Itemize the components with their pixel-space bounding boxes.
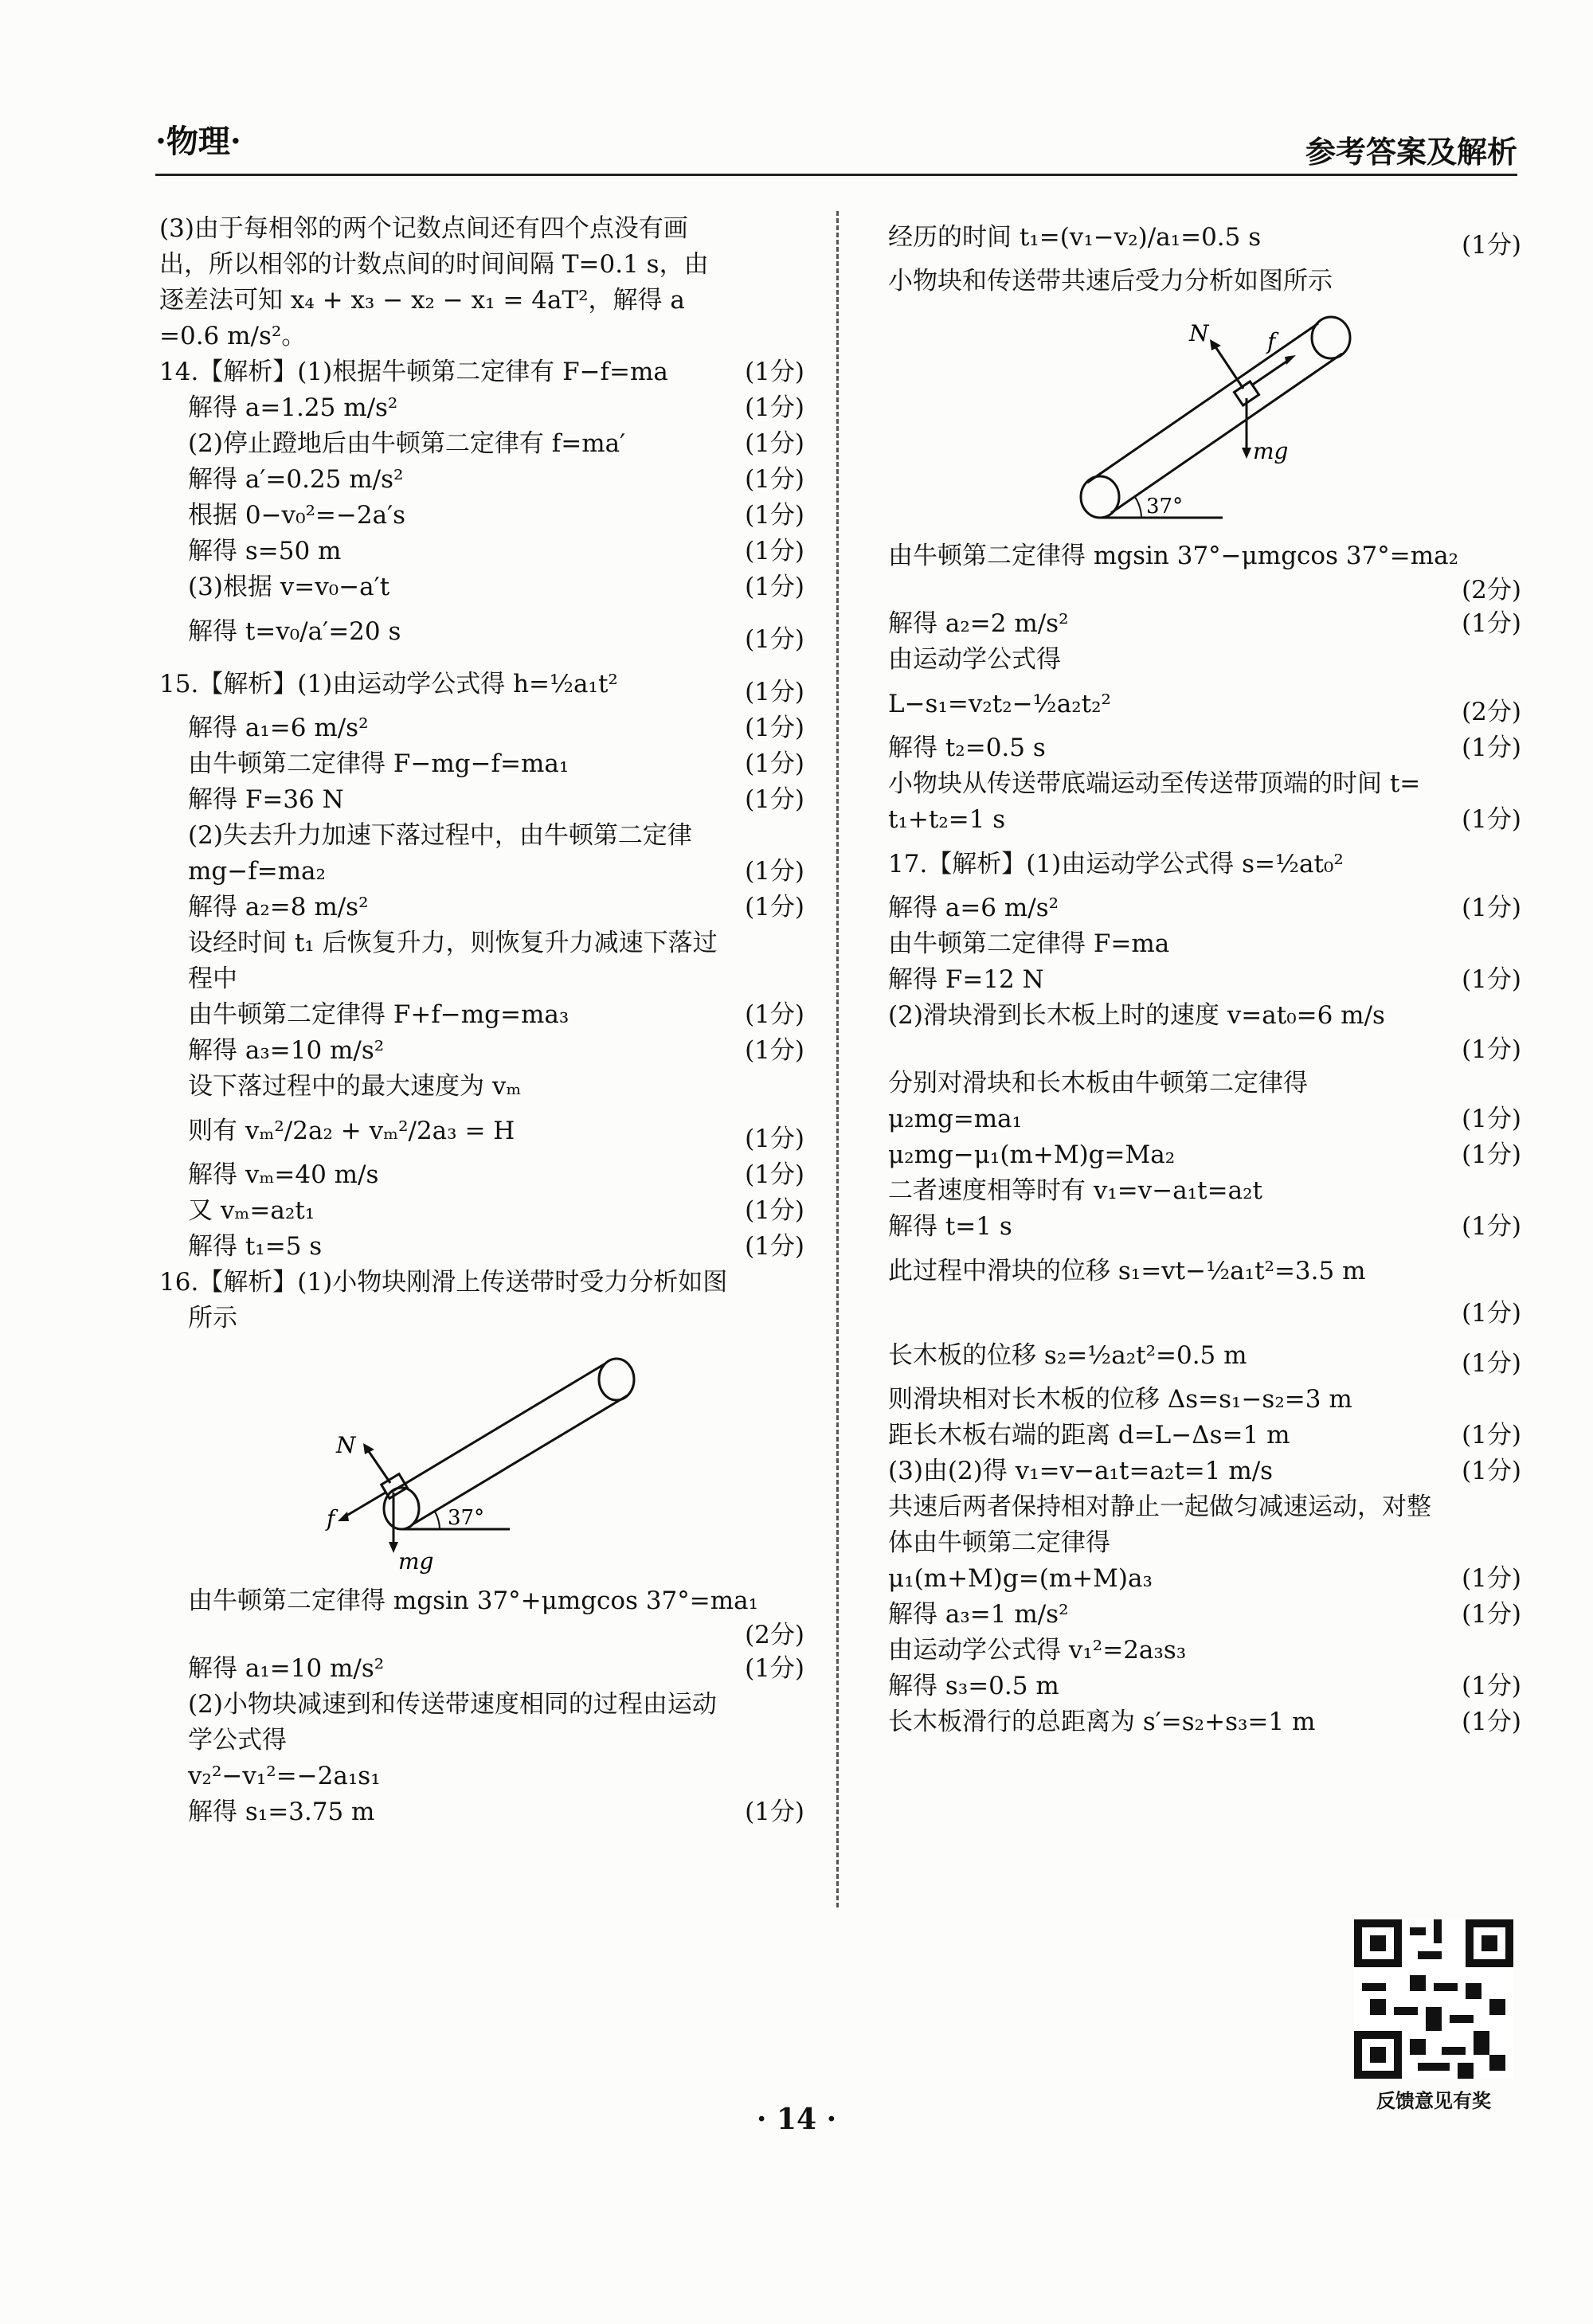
answer-text: 由运动学公式得 xyxy=(888,645,1061,674)
answer-text: 程中 xyxy=(188,964,237,993)
answer-text: 长木板的位移 s₂=½a₂t²=0.5 m xyxy=(888,1341,1247,1370)
answer-line xyxy=(159,1301,804,1336)
answer-line xyxy=(888,1329,1521,1382)
answer-line xyxy=(159,1157,804,1193)
score-mark: (1分) xyxy=(1462,805,1521,834)
qr-code-icon xyxy=(1354,1919,1513,2079)
score-mark: (1分) xyxy=(1462,894,1521,922)
score-mark: (1分) xyxy=(745,1000,804,1029)
subject-label: ·物理· xyxy=(155,123,241,160)
answer-text: (3)根据 v=v₀−a′t xyxy=(188,573,390,601)
answer-text: 长木板滑行的总距离为 s′=s₂+s₃=1 m xyxy=(888,1708,1316,1736)
score-mark: (1分) xyxy=(745,714,804,742)
answer-line xyxy=(159,746,804,782)
score-mark: (1分) xyxy=(1462,1105,1521,1133)
score-mark: (1分) xyxy=(1462,1564,1521,1593)
answer-line xyxy=(888,264,1521,299)
score-mark: (1分) xyxy=(1462,1299,1521,1328)
score-mark: (1分) xyxy=(745,358,804,386)
answer-text: 17.【解析】(1)由运动学公式得 s=½at₀² xyxy=(888,850,1344,878)
score-mark: (1分) xyxy=(1462,734,1521,762)
answer-line xyxy=(159,961,804,997)
score-mark: (1分) xyxy=(745,1232,804,1261)
section-title: 参考答案及解析 xyxy=(1305,134,1517,170)
score-mark: (1分) xyxy=(1462,1349,1521,1378)
conveyor-diagram-after xyxy=(888,299,1521,538)
answer-line xyxy=(159,925,804,961)
answer-line xyxy=(159,658,804,710)
score-mark: (1分) xyxy=(745,465,804,494)
score-mark: (1分) xyxy=(745,1798,804,1826)
answer-text: 解得 a=1.25 m/s² xyxy=(188,393,398,422)
answer-line xyxy=(159,1033,804,1069)
answer-text: (2)小物块减速到和传送带速度相同的过程由运动 xyxy=(188,1690,717,1719)
answer-text: 解得 s₃=0.5 m xyxy=(888,1672,1059,1700)
score-mark: (1分) xyxy=(1462,1457,1521,1485)
answer-text: 解得 a₁=10 m/s² xyxy=(188,1654,385,1683)
answer-text: (3)由(2)得 v₁=v−a₁t=a₂t=1 m/s xyxy=(888,1457,1274,1485)
answer-line xyxy=(159,1759,804,1794)
answer-line xyxy=(888,802,1521,838)
answer-line xyxy=(888,1489,1521,1525)
answer-text: 解得 s=50 m xyxy=(188,537,342,565)
normal-force-label: N xyxy=(336,1432,356,1458)
score-mark: (1分) xyxy=(745,393,804,422)
answer-text: 15.【解析】(1)由运动学公式得 h=½a₁t² xyxy=(159,670,618,698)
score-mark: (1分) xyxy=(1462,965,1521,994)
answer-text: 分别对滑块和长木板由牛顿第二定律得 xyxy=(888,1069,1308,1097)
answer-line xyxy=(159,211,804,247)
answer-text: 解得 a₂=8 m/s² xyxy=(188,893,369,921)
answer-line xyxy=(159,1687,804,1723)
answer-line xyxy=(888,1561,1521,1597)
score-mark: (1分) xyxy=(1462,1140,1521,1169)
answer-text: 解得 a=6 m/s² xyxy=(888,894,1059,922)
answer-text: 小物块从传送带底端运动至传送带顶端的时间 t= xyxy=(888,769,1421,798)
answer-text: 由牛顿第二定律得 mgsin 37°+μmgcos 37°=ma₁ xyxy=(188,1587,759,1615)
score-mark: (1分) xyxy=(745,1160,804,1189)
answer-text: 学公式得 xyxy=(188,1726,287,1755)
score-mark: (1分) xyxy=(745,1196,804,1225)
left-lines xyxy=(159,211,804,1336)
answer-text: 解得 t=v₀/a′=20 s xyxy=(188,617,401,646)
answer-line xyxy=(888,962,1521,998)
score-mark: (1分) xyxy=(1462,1708,1521,1736)
score-mark: (2分) xyxy=(745,1621,804,1649)
answer-text: 解得 t₂=0.5 s xyxy=(888,734,1046,762)
answer-text: μ₁(m+M)g=(m+M)a₃ xyxy=(888,1564,1153,1593)
right-column xyxy=(888,211,1521,1740)
conveyor-diagram-initial xyxy=(159,1336,804,1583)
answer-line xyxy=(888,211,1521,264)
answer-line xyxy=(159,498,804,534)
answer-text: 由牛顿第二定律得 F=ma xyxy=(888,929,1170,958)
answer-text: 距长木板右端的距离 d=L−Δs=1 m xyxy=(888,1421,1290,1450)
answer-text: (3)由于每相邻的两个记数点间还有四个点没有画 xyxy=(159,214,688,243)
answer-text: 解得 vₘ=40 m/s xyxy=(188,1160,379,1189)
answer-line xyxy=(159,890,804,925)
answer-line xyxy=(888,1209,1521,1245)
answer-text: 16.【解析】(1)小物块刚滑上传送带时受力分析如图 xyxy=(159,1268,728,1297)
answer-text: 所示 xyxy=(188,1304,237,1332)
page-header xyxy=(155,112,1517,175)
score-mark: (1分) xyxy=(1462,231,1521,260)
score-mark: (1分) xyxy=(745,573,804,601)
answer-text: 由运动学公式得 v₁²=2a₃s₃ xyxy=(888,1636,1187,1665)
answer-line xyxy=(159,1105,804,1157)
answer-text: 由牛顿第二定律得 mgsin 37°−μmgcos 37°=ma₂ xyxy=(888,542,1459,570)
answer-line xyxy=(888,1101,1521,1137)
answer-line xyxy=(888,766,1521,802)
answer-text: 设经时间 t₁ 后恢复升力，则恢复升力减速下落过 xyxy=(188,929,718,957)
friction-label: f xyxy=(1267,328,1276,354)
score-mark: (1分) xyxy=(745,749,804,778)
answer-line xyxy=(159,818,804,854)
answer-line xyxy=(888,1418,1521,1453)
score-mark: (2分) xyxy=(1462,698,1521,726)
score-mark: (1分) xyxy=(1462,1421,1521,1450)
score-mark: (1分) xyxy=(745,537,804,565)
answer-text: 此过程中滑块的位移 s₁=vt−½a₁t²=3.5 m xyxy=(888,1257,1366,1285)
answer-line xyxy=(159,1619,804,1651)
score-mark: (1分) xyxy=(1462,1672,1521,1700)
angle-label: 37° xyxy=(1146,495,1184,518)
answer-text: t₁+t₂=1 s xyxy=(888,805,1006,834)
answer-text: 逐差法可知 x₄ + x₃ − x₂ − x₁ = 4aT²，解得 a xyxy=(159,286,685,315)
header-rule xyxy=(155,174,1517,176)
answer-text: 体由牛顿第二定律得 xyxy=(888,1528,1110,1557)
answer-text: 又 vₘ=a₂t₁ xyxy=(188,1196,315,1225)
answer-line xyxy=(888,1173,1521,1209)
answer-line xyxy=(888,890,1521,926)
answer-line xyxy=(159,426,804,462)
answer-text: 出，所以相邻的计数点间的时间间隔 T=0.1 s，由 xyxy=(159,250,709,279)
answer-line xyxy=(159,319,804,354)
score-mark: (1分) xyxy=(1462,609,1521,638)
answer-text: v₂²−v₁²=−2a₁s₁ xyxy=(188,1762,381,1790)
answer-line xyxy=(159,462,804,498)
answer-text: 经历的时间 t₁=(v₁−v₂)/a₁=0.5 s xyxy=(888,223,1262,252)
answer-text: (2)滑块滑到长木板上时的速度 v=at₀=6 m/s xyxy=(888,1001,1385,1030)
answer-line xyxy=(888,1525,1521,1561)
answer-line xyxy=(159,605,804,658)
answer-line xyxy=(159,1069,804,1105)
answer-text: μ₂mg−μ₁(m+M)g=Ma₂ xyxy=(888,1140,1176,1169)
answer-text: 解得 F=12 N xyxy=(888,965,1044,994)
answer-line xyxy=(159,1193,804,1229)
answer-line xyxy=(159,854,804,890)
answer-text: 解得 F=36 N xyxy=(188,785,344,814)
answer-line xyxy=(888,998,1521,1034)
answer-line xyxy=(888,642,1521,678)
left-column xyxy=(159,211,804,1830)
right-lines xyxy=(888,211,1521,299)
answer-text: 共速后两者保持相对静止一起做匀减速运动，对整 xyxy=(888,1493,1431,1521)
score-mark: (1分) xyxy=(745,1125,804,1153)
friction-label: f xyxy=(327,1505,335,1532)
score-mark: (1分) xyxy=(745,678,804,706)
answer-line xyxy=(888,838,1521,890)
score-mark: (1分) xyxy=(1462,1212,1521,1241)
score-mark: (1分) xyxy=(1462,1035,1521,1064)
answer-line xyxy=(888,1137,1521,1173)
answer-line xyxy=(888,926,1521,962)
answer-line xyxy=(159,1651,804,1687)
answer-line xyxy=(888,1297,1521,1329)
answer-line xyxy=(888,678,1521,730)
answer-line xyxy=(159,1723,804,1759)
score-mark: (1分) xyxy=(1462,1600,1521,1629)
answer-line xyxy=(159,534,804,569)
answer-line xyxy=(888,1597,1521,1633)
answer-line xyxy=(888,538,1521,574)
answer-text: 解得 a₁=6 m/s² xyxy=(188,714,369,742)
weight-label: mg xyxy=(398,1548,434,1575)
answer-line xyxy=(888,574,1521,606)
answer-line xyxy=(888,1066,1521,1101)
answer-text: 小物块和传送带共速后受力分析如图所示 xyxy=(888,267,1333,295)
answer-text: 14.【解析】(1)根据牛顿第二定律有 F−f=ma xyxy=(159,358,668,386)
answer-line xyxy=(159,1265,804,1301)
answer-line xyxy=(888,1453,1521,1489)
answer-text: 根据 0−v₀²=−2a′s xyxy=(188,501,406,530)
answer-text: 设下落过程中的最大速度为 vₘ xyxy=(188,1072,522,1101)
answer-text: 解得 a₃=10 m/s² xyxy=(188,1036,385,1065)
feedback-qr[interactable] xyxy=(1354,1919,1513,2113)
score-mark: (1分) xyxy=(745,857,804,886)
answer-line xyxy=(159,1229,804,1265)
answer-line xyxy=(888,1382,1521,1418)
answer-line xyxy=(159,569,804,605)
column-divider xyxy=(836,211,839,1907)
answer-text: 解得 a′=0.25 m/s² xyxy=(188,465,404,494)
answer-line xyxy=(159,247,804,283)
answer-text: 则滑块相对长木板的位移 Δs=s₁−s₂=3 m xyxy=(888,1385,1352,1414)
answer-line xyxy=(888,1034,1521,1066)
weight-label: mg xyxy=(1253,438,1289,464)
answer-text: 解得 t₁=5 s xyxy=(188,1232,323,1261)
score-mark: (1分) xyxy=(745,1036,804,1065)
answer-text: =0.6 m/s²。 xyxy=(159,322,307,350)
qr-caption: 反馈意见有奖 xyxy=(1376,2090,1491,2112)
angle-label: 37° xyxy=(448,1506,485,1530)
answer-text: 解得 a₃=1 m/s² xyxy=(888,1600,1069,1629)
answer-text: 则有 vₘ²/2a₂ + vₘ²/2a₃ = H xyxy=(188,1117,515,1145)
answer-text: 解得 t=1 s xyxy=(888,1212,1012,1241)
answer-line xyxy=(159,1583,804,1619)
score-mark: (1分) xyxy=(745,1654,804,1683)
answer-text: (2)停止蹬地后由牛顿第二定律有 f=ma′ xyxy=(188,429,626,458)
answer-text: μ₂mg=ma₁ xyxy=(888,1105,1023,1133)
answer-line xyxy=(888,1669,1521,1704)
answer-line xyxy=(159,1794,804,1830)
answer-line xyxy=(159,354,804,390)
answer-text: 解得 s₁=3.75 m xyxy=(188,1798,375,1826)
answer-text: mg−f=ma₂ xyxy=(188,857,326,886)
page-number: · 14 · xyxy=(756,2103,837,2136)
answer-line xyxy=(888,1704,1521,1740)
answer-line xyxy=(159,390,804,426)
answer-line xyxy=(888,1245,1521,1297)
answer-text: 二者速度相等时有 v₁=v−a₁t=a₂t xyxy=(888,1176,1262,1205)
answer-line xyxy=(159,710,804,746)
score-mark: (1分) xyxy=(745,625,804,654)
answer-line xyxy=(159,997,804,1033)
answer-text: L−s₁=v₂t₂−½a₂t₂² xyxy=(888,690,1111,718)
answer-text: 由牛顿第二定律得 F+f−mg=ma₃ xyxy=(188,1000,569,1029)
answer-line xyxy=(888,606,1521,642)
left-lines-after xyxy=(159,1583,804,1830)
answer-line xyxy=(888,730,1521,766)
right-lines-after xyxy=(888,538,1521,1740)
score-mark: (1分) xyxy=(745,429,804,458)
score-mark: (1分) xyxy=(745,785,804,814)
answer-line xyxy=(159,283,804,319)
score-mark: (1分) xyxy=(745,893,804,921)
answer-line xyxy=(888,1633,1521,1669)
answer-text: 解得 a₂=2 m/s² xyxy=(888,609,1069,638)
answer-text: 由牛顿第二定律得 F−mg−f=ma₁ xyxy=(188,749,569,778)
score-mark: (1分) xyxy=(745,501,804,530)
answer-text: (2)失去升力加速下落过程中，由牛顿第二定律 xyxy=(188,821,692,850)
score-mark: (2分) xyxy=(1462,576,1521,604)
answer-line xyxy=(159,782,804,818)
normal-force-label: N xyxy=(1189,320,1209,346)
